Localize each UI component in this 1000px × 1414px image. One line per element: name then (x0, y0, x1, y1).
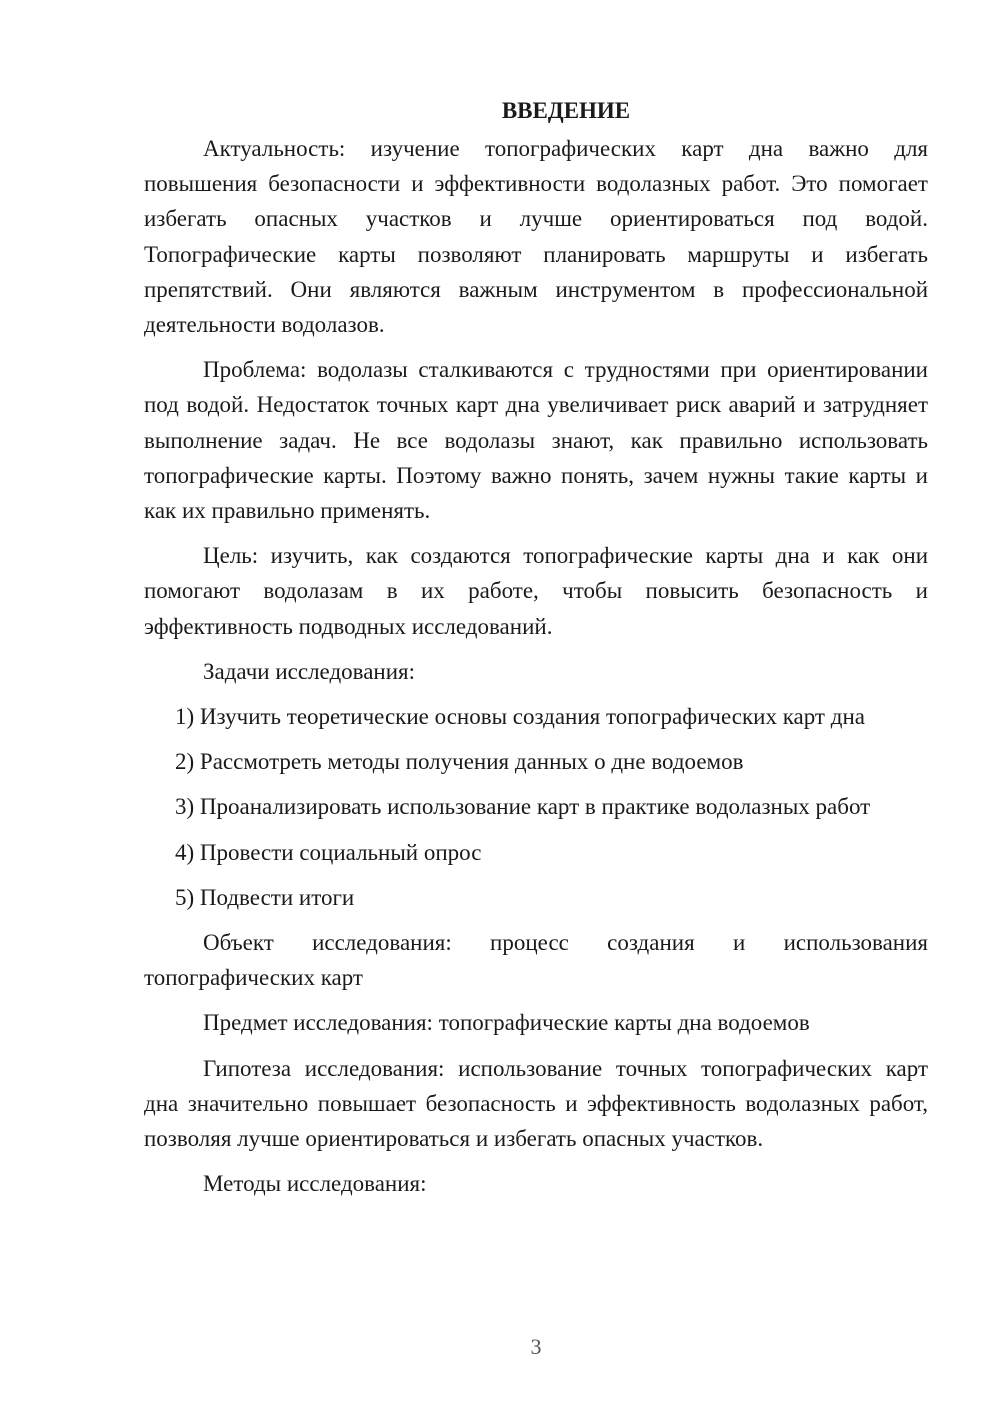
paragraph-subject: Предмет исследования: топографические карты дна водоемов (203, 1010, 810, 1036)
task-item-3: 3) Проанализировать использование карт в практике водолазных работ (175, 794, 871, 820)
section-title: ВВЕДЕНИЕ (501, 98, 631, 123)
task-item-1: 1) Изучить теоретические основы создания топографических карт дна (175, 704, 865, 730)
task-item-5: 5) Подвести итоги (175, 884, 355, 910)
paragraph-hypothesis: Гипотеза исследования: использование точных топографических карт дна значительно повышает безопасность и эффективность водолазных работ, позволяя лучше ориентироваться и избегать опасных участков. (144, 1055, 928, 1152)
paragraph-relevance: Актуальность: изучение топографических карт дна важно для повышения безопасности и эффективности водолазных работ. Это помогает избегать опасных участков и лучше ориентироваться под водой. Топографические карты позволяют планировать маршруты и избегать препятствий. Они являются важным инструментом в профессиональной деятельности водолазов. (144, 136, 928, 338)
paragraph-object: Объект исследования: процесс создания и использования топографических карт (144, 930, 928, 991)
paragraph-goal: Цель: изучить, как создаются топографические карты дна и как они помогают водолазам в их работе, чтобы повысить безопасность и эффективность подводных исследований. (144, 543, 928, 639)
task-item-4: 4) Провести социальный опрос (175, 839, 482, 865)
paragraph-methods: Методы исследования: (203, 1171, 427, 1197)
paragraph-tasks-heading: Задачи исследования: (203, 658, 416, 684)
page-content (144, 93, 928, 1211)
paragraph-problem: Проблема: водолазы сталкиваются с трудностями при ориентировании под водой. Недостаток точных карт дна увеличивает риск аварий и затрудняет выполнение задач. Не все водолазы знают, как правильно использовать топографические карты. Поэтому важно понять, зачем нужны такие карты и как их правильно применять. (144, 357, 928, 524)
task-item-2: 2) Рассмотреть методы получения данных о дне водоемов (175, 749, 744, 775)
page-number: 3 (530, 1334, 542, 1359)
